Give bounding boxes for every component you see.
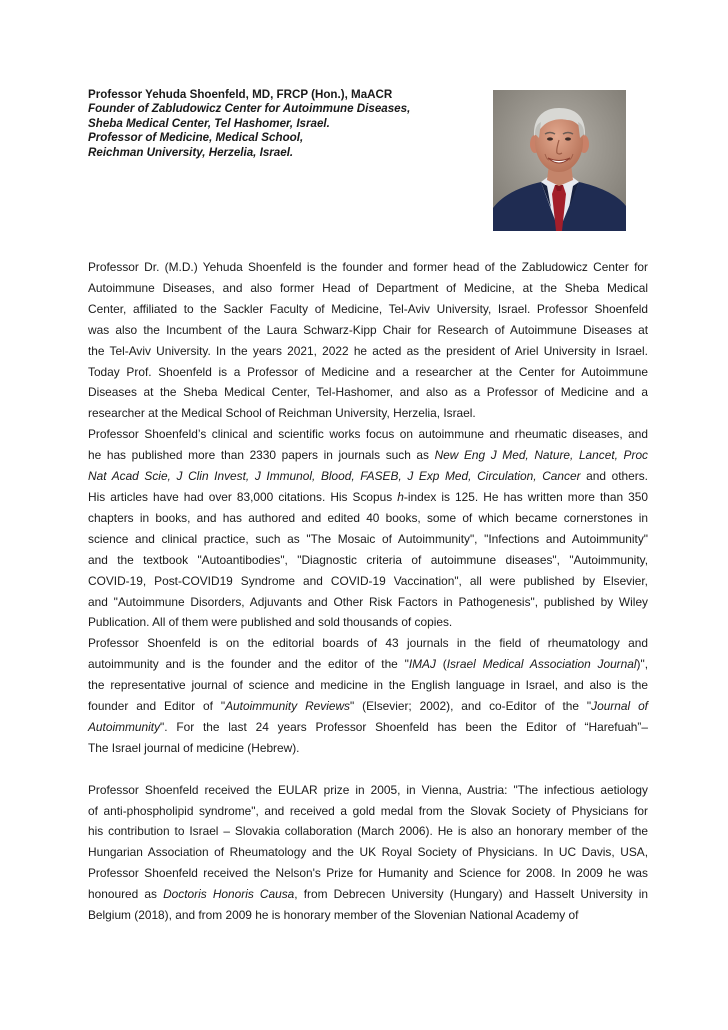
text-run: and the textbook "Autoantibodies", "Diagnostic criteria of autoimmune diseases", "Autoimmunity, [88, 552, 648, 567]
bio-paragraph [88, 257, 648, 424]
text-line [88, 299, 648, 320]
italic-text: IMAJ [408, 657, 436, 672]
italic-text: Autoimmunity [88, 719, 161, 734]
person-name: Professor Yehuda Shoenfeld, MD, FRCP (Hon.), MaACR [88, 88, 393, 101]
text-run: Publication. All of them were published and sold thousands of copies. [88, 615, 453, 630]
text-line [88, 821, 648, 842]
italic-text: Nat Acad Scie, J Clin Invest, J Immunol, Blood, FASEB, J Exp Med, Circulation, Cancer [88, 469, 581, 484]
text-line [88, 445, 648, 466]
text-line [88, 863, 648, 884]
text-line [88, 257, 648, 278]
text-line [88, 633, 648, 654]
text-run: , from Debrecen University (Hungary) and Hasselt University in [294, 887, 648, 902]
role-line: Reichman University, Herzelia, Israel. [88, 145, 294, 159]
text-run: chapters in books, and has authored and edited 40 books, some of which became cornerstones in [88, 510, 648, 525]
text-line [88, 424, 648, 445]
role-line: Professor of Medicine, Medical School, [88, 131, 304, 145]
text-line [88, 905, 648, 926]
text-run: His articles have had over 83,000 citations. His Scopus [88, 489, 398, 504]
text-line [88, 529, 648, 550]
text-run: honoured as [88, 887, 164, 902]
text-line [88, 675, 648, 696]
text-line [88, 382, 648, 403]
role-line: Founder of Zabludowicz Center for Autoimmune Diseases, [88, 102, 411, 116]
italic-text: New Eng J Med, Nature, Lancet, Proc [434, 448, 649, 463]
text-run: Professor Shoenfeld received the EULAR prize in 2005, in Vienna, Austria: "The infectious aetiology [88, 782, 648, 797]
text-line [88, 320, 648, 341]
text-run: and others. [580, 469, 648, 484]
text-line [88, 612, 648, 633]
text-run: science and clinical practice, such as "The Mosaic of Autoimmunity", "Infections and Autoimmunity" [88, 531, 648, 546]
text-line [88, 842, 648, 863]
text-run: Today Prof. Shoenfeld is a Professor of Medicine and a researcher at the Center for Autoimmune [88, 364, 648, 379]
text-run: ". For the last 24 years Professor Shoenfeld has been the Editor of “Harefuah”– [160, 719, 648, 734]
text-line [88, 717, 648, 738]
text-run: Professor Shoenfeld is on the editorial boards of 43 journals in the field of rheumatology and [88, 636, 648, 651]
text-line [88, 780, 648, 801]
italic-text: h [397, 489, 404, 504]
text-line [88, 738, 648, 759]
text-line [88, 341, 648, 362]
text-run: autoimmunity and is the founder and the editor of the " [88, 657, 409, 672]
bio-header [88, 88, 478, 160]
text-run: " (Elsevier; 2002), and co-Editor of the " [350, 699, 592, 714]
role-line: Sheba Medical Center, Tel Hashomer, Israel. [88, 116, 330, 130]
italic-text: Israel Medical Association Journal [446, 657, 637, 672]
text-line [88, 696, 648, 717]
italic-text: Journal of [591, 699, 648, 714]
text-run: Autoimmune Diseases, and also former Head of Department of Medicine, at the Sheba Medical [88, 280, 648, 295]
text-run: COVID-19, Post-COVID19 Syndrome and COVID-19 Vaccination", all were published by Elsevier, [88, 573, 648, 588]
text-run: Professor Dr. (M.D.) Yehuda Shoenfeld is the founder and former head of the Zabludowicz Center for [88, 260, 648, 274]
text-line [88, 508, 648, 529]
text-run: -index is 125. He has written more than 350 [403, 489, 649, 504]
italic-text: Autoimmunity Reviews [225, 699, 351, 714]
text-run: Professor Shoenfeld’s clinical and scientific works focus on autoimmune and rheumatic diseases, and [88, 427, 648, 442]
text-run: Diseases at the Sheba Medical Center, Tel-Hashomer, and also as a Professor of Medicine and a [88, 385, 648, 400]
text-line [88, 801, 648, 822]
text-run: ( [435, 657, 447, 672]
text-run: Hungarian Association of Rheumatology and the UK Royal Society of Physicians. In UC Davis, USA, [88, 845, 648, 860]
text-run: of anti-phospholipid syndrome", and received a gold medal from the Slovak Society of Physicians for [88, 803, 648, 818]
bio-paragraph [88, 780, 648, 926]
bio-paragraph [88, 633, 648, 758]
text-run: )", [636, 657, 648, 672]
text-run: researcher at the Medical School of Reichman University, Herzelia, Israel. [88, 406, 476, 421]
text-line [88, 571, 648, 592]
text-line [88, 403, 648, 424]
text-run: the Tel-Aviv University. In the years 2021, 2022 he acted as the president of Ariel University in Israel. [88, 343, 648, 358]
text-run: The Israel journal of medicine (Hebrew). [88, 740, 300, 755]
portrait-photo [493, 90, 626, 231]
text-run: was also the Incumbent of the Laura Schwarz-Kipp Chair for Research of Autoimmune Diseases at [88, 322, 648, 337]
bio-body [88, 257, 648, 926]
text-run: and "Autoimmune Disorders, Adjuvants and Other Risk Factors in Pathogenesis", published by Wiley [88, 594, 648, 609]
text-line [88, 884, 648, 905]
text-run: Center, affiliated to the Sackler Faculty of Medicine, Tel-Aviv University, Israel. Professor Shoenfeld [88, 301, 648, 316]
text-line [88, 654, 648, 675]
italic-text: Doctoris Honoris Causa [163, 887, 295, 902]
text-line [88, 466, 648, 487]
text-line [88, 278, 648, 299]
bio-paragraph [88, 424, 648, 633]
text-line [88, 487, 648, 508]
text-line [88, 592, 648, 613]
text-run: the representative journal of science and medicine in the English language in Israel, and also is the [88, 678, 648, 693]
text-run: Professor Shoenfeld received the Nelson's Prize for Humanity and Science for 2008. In 2009 he was [88, 866, 648, 881]
portrait-illustration [493, 90, 626, 231]
text-run: Belgium (2018), and from 2009 he is honorary member of the Slovenian National Academy of [88, 908, 579, 923]
text-run: his contribution to Israel – Slovakia collaboration (March 2006). He is also an honorary member of the [88, 824, 648, 839]
text-run: he has published more than 2330 papers in journals such as [88, 448, 435, 463]
text-line [88, 550, 648, 571]
text-run: founder and Editor of " [88, 699, 226, 714]
text-line [88, 362, 648, 383]
